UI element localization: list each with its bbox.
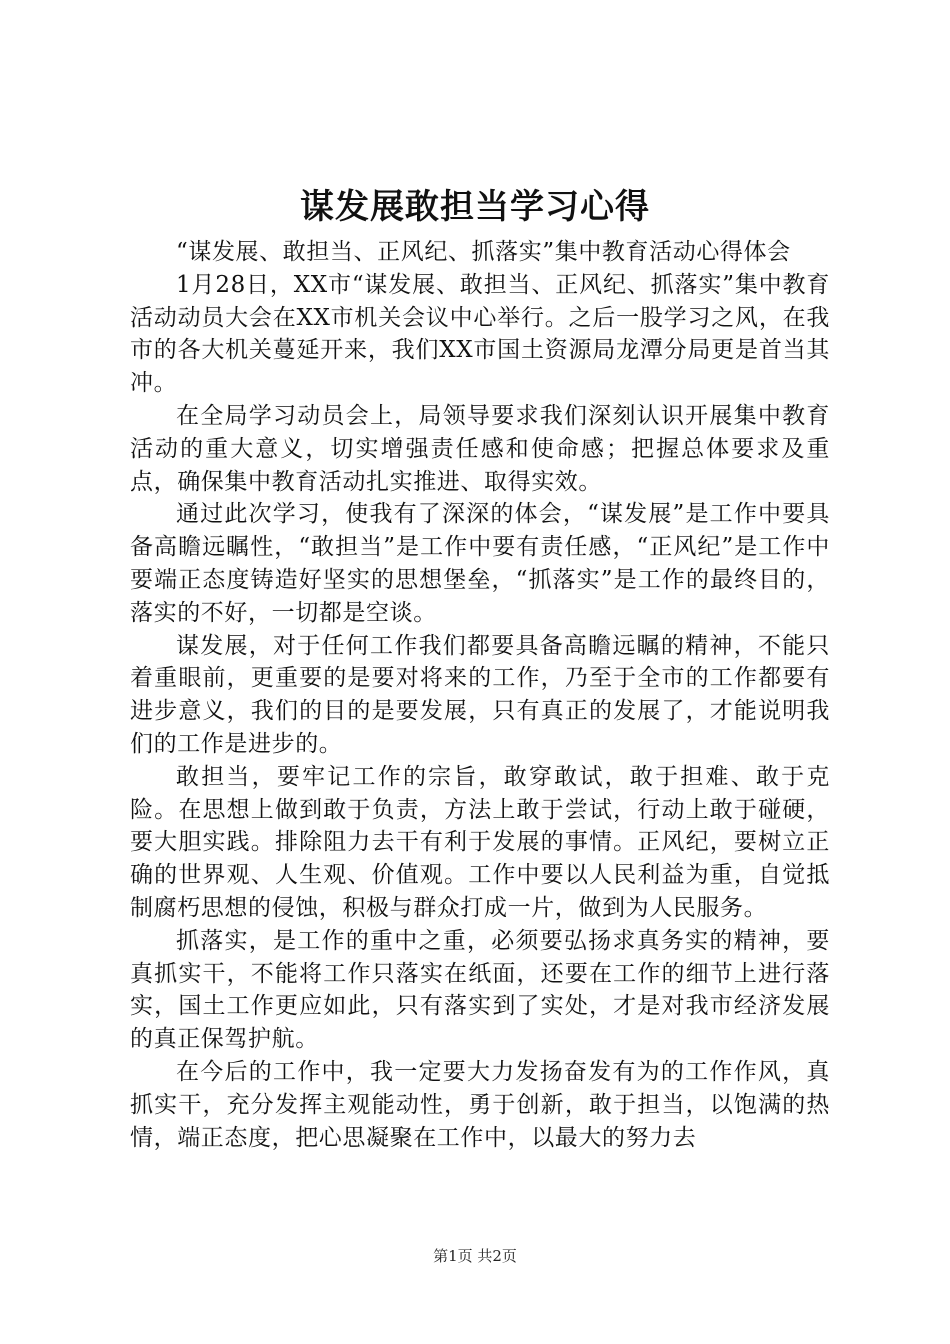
paragraph: 在全局学习动员会上，局领导要求我们深刻认识开展集中教育活动的重大意义，切实增强责任感和使命感；把握总体要求及重点，确保集中教育活动扎实推进、取得实效。 <box>130 402 830 495</box>
paragraph: 通过此次学习，使我有了深深的体会，“谋发展”是工作中要具备高瞻远瞩性，“敢担当”是工作中要有责任感，“正风纪”是工作中要端正态度铸造好坚实的思想堡垒，“抓落实”是工作的最终目的，落实的不好，一切都是空谈。 <box>130 501 830 626</box>
paragraph: 抓落实，是工作的重中之重，必须要弘扬求真务实的精神，要真抓实干，不能将工作只落实在纸面，还要在工作的细节上进行落实，国土工作更应如此，只有落实到了实处，才是对我市经济发展的真正保驾护航。 <box>130 927 830 1053</box>
paragraph: “谋发展、敢担当、正风纪、抓落实”集中教育活动心得体会 <box>176 239 791 265</box>
document-title: 谋发展敢担当学习心得 <box>300 187 650 227</box>
paragraph: 敢担当，要牢记工作的宗旨，敢穿敢试，敢于担难、敢于克险。在思想上做到敢于负责，方法上敢于尝试，行动上敢于碰硬，要大胆实践。排除阻力去干有利于发展的事情。正风纪，要树立正确的世界观、人生观、价值观。工作中要以人民利益为重，自觉抵制腐朽思想的侵蚀，积极与群众打成一片，做到为人民服务。 <box>130 763 830 921</box>
page-footer: 第1页 共2页 <box>433 1247 517 1265</box>
paragraph: 在今后的工作中，我一定要大力发扬奋发有为的工作作风，真抓实干，充分发挥主观能动性，勇于创新，敢于担当，以饱满的热情，端正态度，把心思凝聚在工作中，以最大的努力去 <box>130 1058 830 1151</box>
document-body <box>130 236 830 1154</box>
paragraph: 谋发展，对于任何工作我们都要具备高瞻远瞩的精神，不能只着重眼前，更重要的是要对将来的工作，乃至于全市的工作都要有进步意义，我们的目的是要发展，只有真正的发展了，才能说明我们的工作是进步的。 <box>130 632 830 757</box>
paragraph: 1月28日，XX市“谋发展、敢担当、正风纪、抓落实”集中教育活动动员大会在XX市机关会议中心举行。之后一股学习之风，在我市的各大机关蔓延开来，我们XX市国土资源局龙潭分局更是首当其冲。 <box>130 271 830 397</box>
